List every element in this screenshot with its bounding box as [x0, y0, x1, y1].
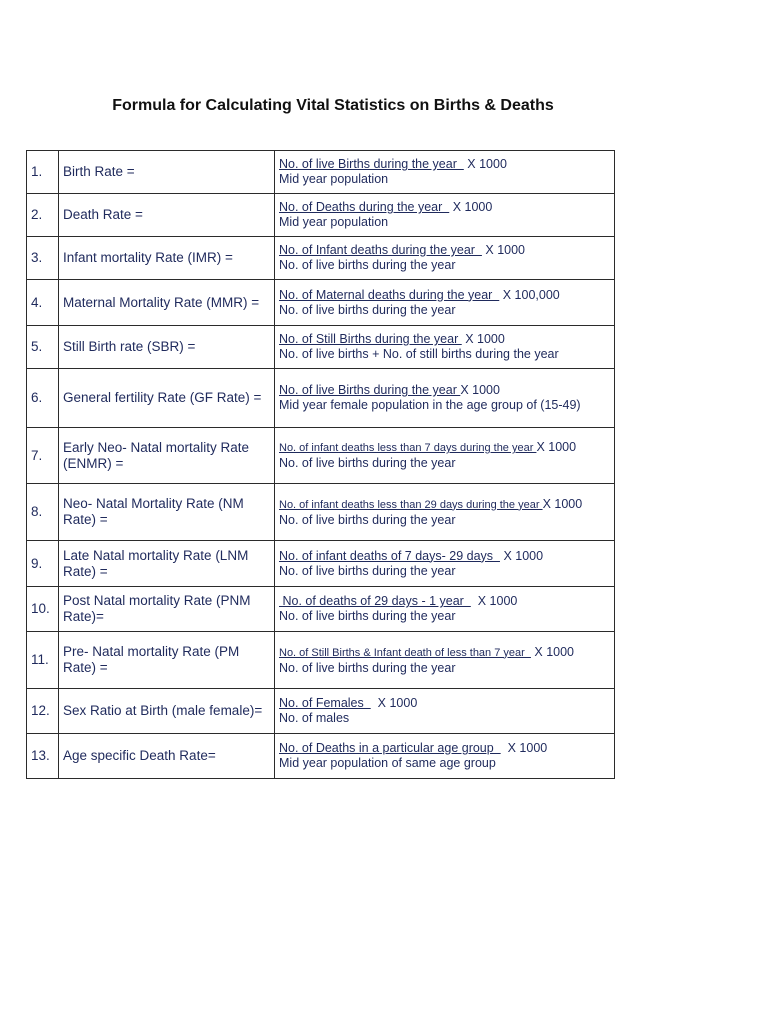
formula-numerator: No. of Infant deaths during the year	[279, 243, 482, 257]
formula-denominator: No. of live births during the year	[279, 609, 456, 623]
formula-numerator: No. of Deaths in a particular age group	[279, 741, 501, 755]
formula-cell	[275, 587, 615, 632]
row-number: 1.	[27, 151, 59, 194]
table-row	[27, 237, 615, 280]
table-row	[27, 734, 615, 779]
formula-multiplier: X 1000	[542, 496, 583, 511]
formula-cell	[275, 541, 615, 587]
rate-name: Infant mortality Rate (IMR) =	[59, 237, 275, 280]
formula-multiplier: X 1000	[481, 243, 525, 257]
rate-name: Pre- Natal mortality Rate (PM Rate) =	[59, 632, 275, 689]
row-number: 9.	[27, 541, 59, 587]
page-title: Formula for Calculating Vital Statistics on Births & Deaths	[112, 97, 554, 114]
formula-multiplier: X 1000	[463, 157, 507, 171]
formula-multiplier: X 1000	[460, 383, 500, 397]
row-number: 4.	[27, 280, 59, 326]
rate-name: Early Neo- Natal mortality Rate (ENMR) =	[59, 428, 275, 484]
formula-multiplier: X 1000	[499, 548, 544, 563]
row-number: 6.	[27, 369, 59, 428]
rate-name: Post Natal mortality Rate (PNM Rate)=	[59, 587, 275, 632]
rate-name: Late Natal mortality Rate (LNM Rate) =	[59, 541, 275, 587]
formula-multiplier: X 1000	[449, 200, 493, 214]
formula-numerator: No. of Still Births during the year	[279, 332, 462, 346]
formula-denominator: Mid year population	[279, 172, 389, 186]
table-row	[27, 194, 615, 237]
formula-numerator: No. of Maternal deaths during the year	[279, 287, 500, 302]
formula-denominator: No. of live births during the year	[279, 258, 456, 272]
formula-cell	[275, 151, 615, 194]
formula-cell	[275, 689, 615, 734]
row-number: 11.	[27, 632, 59, 689]
formula-multiplier: X 100,000	[499, 287, 560, 302]
formula-cell	[275, 237, 615, 280]
formula-cell	[275, 632, 615, 689]
formula-denominator: No. of live births during the year	[279, 563, 456, 578]
formula-denominator: No. of live births during the year	[279, 660, 456, 675]
rate-name: General fertility Rate (GF Rate) =	[59, 369, 275, 428]
formula-denominator: No. of males	[279, 711, 350, 725]
row-number: 13.	[27, 734, 59, 779]
formula-multiplier: X 1000	[530, 644, 575, 659]
formula-numerator: No. of live Births during the year	[279, 157, 464, 171]
table-row	[27, 632, 615, 689]
table-row	[27, 151, 615, 194]
formula-numerator: No. of infant deaths of 7 days- 29 days	[279, 548, 500, 563]
rate-name: Death Rate =	[59, 194, 275, 237]
row-number: 2.	[27, 194, 59, 237]
formula-numerator: No. of live Births during the year	[279, 383, 461, 397]
rate-name: Maternal Mortality Rate (MMR) =	[59, 280, 275, 326]
table-row	[27, 484, 615, 541]
formula-denominator: Mid year population of same age group	[279, 756, 496, 770]
formula-denominator: No. of live births during the year	[279, 456, 456, 470]
formula-cell	[275, 734, 615, 779]
formula-multiplier: X 1000	[500, 741, 548, 755]
rate-name: Sex Ratio at Birth (male female)=	[59, 689, 275, 734]
formula-numerator: No. of infant deaths less than 29 days during the year	[279, 498, 543, 511]
formula-multiplier: X 1000	[370, 696, 418, 710]
formula-multiplier: X 1000	[470, 594, 518, 608]
formula-cell	[275, 369, 615, 428]
row-number: 3.	[27, 237, 59, 280]
rate-name: Age specific Death Rate=	[59, 734, 275, 779]
formula-numerator: No. of deaths of 29 days - 1 year	[279, 594, 471, 608]
formula-numerator: No. of Deaths during the year	[279, 200, 450, 214]
formula-cell	[275, 326, 615, 369]
formula-cell	[275, 280, 615, 326]
row-number: 5.	[27, 326, 59, 369]
table-row	[27, 587, 615, 632]
formula-cell	[275, 484, 615, 541]
rate-name: Birth Rate =	[59, 151, 275, 194]
formula-numerator: No. of infant deaths less than 7 days during the year	[279, 442, 537, 454]
table-row	[27, 369, 615, 428]
formula-multiplier: X 1000	[461, 332, 505, 346]
row-number: 10.	[27, 587, 59, 632]
table-row	[27, 280, 615, 326]
row-number: 8.	[27, 484, 59, 541]
formula-cell	[275, 194, 615, 237]
row-number: 7.	[27, 428, 59, 484]
table-row	[27, 541, 615, 587]
formula-denominator: No. of live births + No. of still births during the year	[279, 347, 559, 361]
formula-numerator: No. of Still Births & Infant death of less than 7 year	[279, 646, 531, 659]
formula-denominator: No. of live births during the year	[279, 512, 456, 527]
table-row	[27, 428, 615, 484]
rate-name: Neo- Natal Mortality Rate (NM Rate) =	[59, 484, 275, 541]
rate-name: Still Birth rate (SBR) =	[59, 326, 275, 369]
formula-denominator: Mid year female population in the age group of (15-49)	[279, 398, 581, 412]
formula-denominator: Mid year population	[279, 215, 389, 229]
formula-cell	[275, 428, 615, 484]
formula-multiplier: X 1000	[536, 440, 577, 454]
row-number: 12.	[27, 689, 59, 734]
formula-denominator: No. of live births during the year	[279, 302, 456, 317]
table-row	[27, 689, 615, 734]
table-row	[27, 326, 615, 369]
vital-statistics-table	[26, 150, 615, 779]
formula-numerator: No. of Females	[279, 696, 371, 710]
